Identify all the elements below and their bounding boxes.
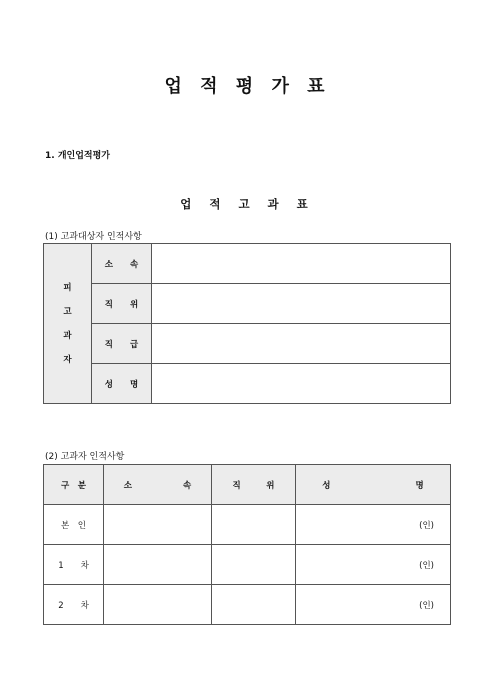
header-affiliation: 소 속: [104, 465, 212, 505]
field-value-affiliation[interactable]: [152, 244, 451, 284]
cell-affiliation[interactable]: [104, 585, 212, 625]
appraiser-table: [43, 464, 451, 625]
cell-name-seal[interactable]: (인): [296, 545, 451, 585]
field-label-name: 성 명: [92, 364, 152, 404]
group-label-char: 고: [63, 306, 72, 317]
document-title: 업 적 평 가 표: [164, 76, 331, 97]
form-subtitle: 업 적 고 과 표: [180, 197, 315, 211]
field-value-name[interactable]: [152, 364, 451, 404]
cell-name-seal[interactable]: (인): [296, 505, 451, 545]
appraiser-caption: (2) 고과자 인적사항: [45, 452, 125, 462]
appraisee-caption: (1) 고과대상자 인적사항: [45, 232, 142, 242]
cell-position[interactable]: [212, 505, 296, 545]
group-label-char: 피: [63, 282, 72, 293]
row-label: 1 차: [44, 545, 104, 585]
row-label: 본 인: [44, 505, 104, 545]
field-label-position: 직 위: [92, 284, 152, 324]
appraisee-table: [43, 243, 451, 404]
row-label: 2 차: [44, 585, 104, 625]
cell-affiliation[interactable]: [104, 505, 212, 545]
cell-position[interactable]: [212, 545, 296, 585]
cell-name-seal[interactable]: (인): [296, 585, 451, 625]
header-division: 구 분: [44, 465, 104, 505]
field-value-position[interactable]: [152, 284, 451, 324]
table-row: [44, 545, 451, 585]
group-label-char: 자: [63, 354, 72, 365]
field-label-affiliation: 소 속: [92, 244, 152, 284]
field-value-grade[interactable]: [152, 324, 451, 364]
header-name: 성 명: [296, 465, 451, 505]
field-label-grade: 직 급: [92, 324, 152, 364]
group-label-char: 과: [63, 330, 72, 341]
header-position: 직 위: [212, 465, 296, 505]
cell-affiliation[interactable]: [104, 545, 212, 585]
table-row: [44, 505, 451, 545]
cell-position[interactable]: [212, 585, 296, 625]
table-row: [44, 585, 451, 625]
section-heading: 1. 개인업적평가: [45, 151, 110, 161]
appraisee-group-label: [44, 244, 92, 404]
